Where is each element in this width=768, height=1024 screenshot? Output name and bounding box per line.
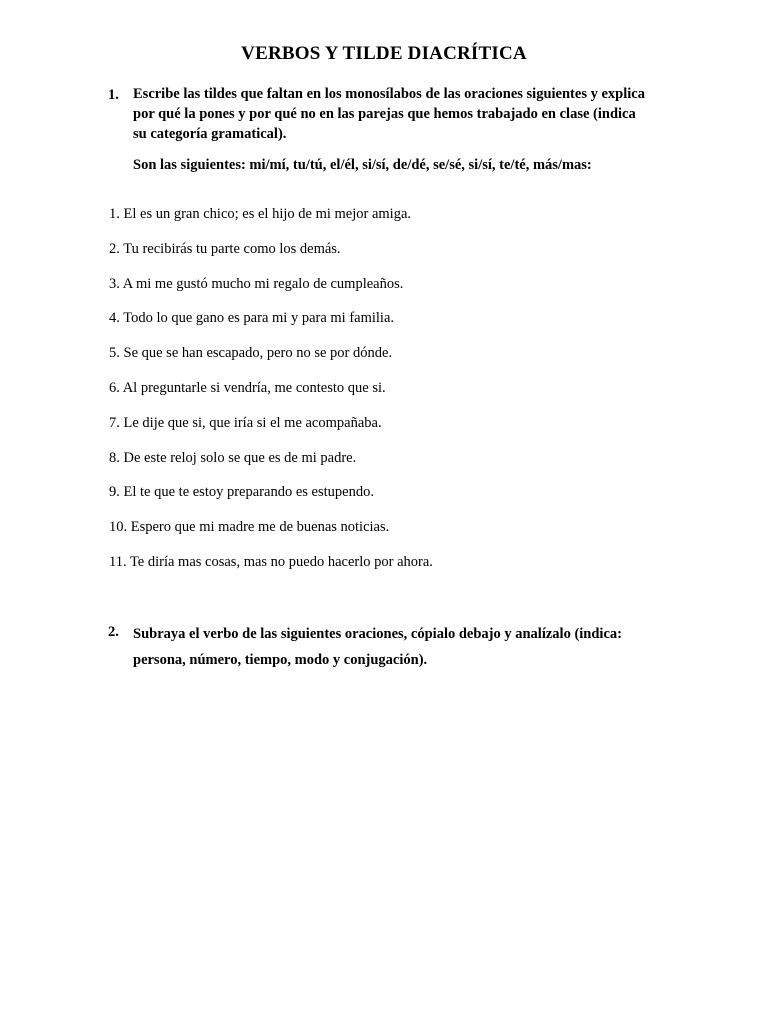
sentence-item: 4. Todo lo que gano es para mi y para mi familia. [109,310,395,327]
question-1-number: 1. [108,87,119,103]
sentence-item: 11. Te diría mas cosas, mas no puedo hacerlo por ahora. [109,553,433,570]
sentence-item: 5. Se que se han escapado, pero no se por dónde. [109,345,393,362]
sentence-item: 6. Al preguntarle si vendría, me contesto que si. [109,379,386,396]
question-2-number: 2. [108,624,119,640]
sentence-list [109,205,433,588]
sentence-item: 10. Espero que mi madre me de buenas noticias. [109,519,390,536]
document-title: VERBOS Y TILDE DIACRÍTICA [241,43,527,64]
sentence-item: 1. El es un gran chico; es el hijo de mi mejor amiga. [109,206,412,222]
sentence-item: 8. De este reloj solo se que es de mi padre. [109,449,357,466]
question-1-pairs-intro: Son las siguientes: mi/mí, tu/tú, el/él, si/sí, de/dé, se/sé, si/sí, te/té, más/mas: [133,157,592,173]
sentence-item: 3. A mi me gustó mucho mi regalo de cumpleaños. [109,275,404,292]
question-1-prompt: Escribe las tildes que faltan en los monosílabos de las oraciones siguientes y explica por qué la pones y por qué no en las parejas que hemos trabajado en clase (indica su categoría gramatical). [133,86,645,142]
sentence-item: 2. Tu recibirás tu parte como los demás. [109,240,341,257]
question-2-prompt: Subraya el verbo de las siguientes oraciones, cópialo debajo y analízalo (indica: persona, número, tiempo, modo y conjugación). [133,626,622,668]
sentence-item: 9. El te que te estoy preparando es estupendo. [109,484,374,501]
sentence-item: 7. Le dije que si, que iría si el me acompañaba. [109,414,382,431]
